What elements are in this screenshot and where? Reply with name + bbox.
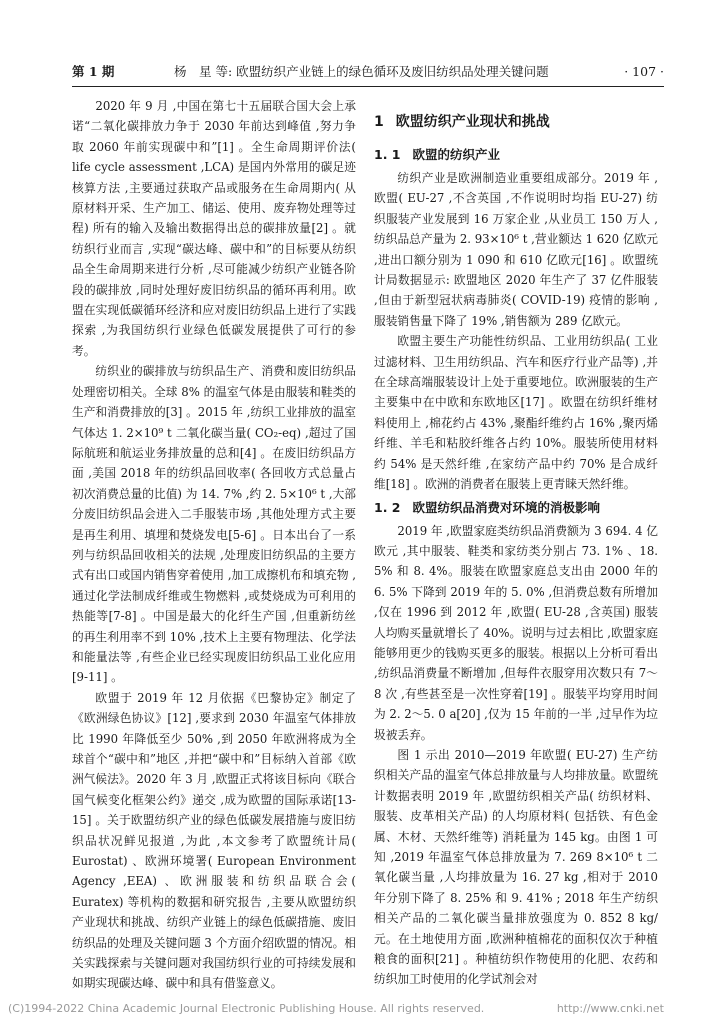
subsection-number: 1. 1 <box>374 147 401 162</box>
paragraph <box>374 331 658 494</box>
paragraph-text: 2019 年 ,欧盟家庭类纺织品消费额为 3 694. 4 亿欧元 ,其中服装、鞋类和家纺类分别占 73. 1% 、18. 5% 和 8. 4%。服装在欧盟家庭总支出由 2000 年的 6. 5% 下降到 2019 年的 5. 0% ,但消费总数有所增加 ,仅在 1996 到 2012 年 ,欧盟( EU-28 ,含英国) 服装人均购买量就增长了 40%。说明与过去相比 ,欧盟家庭能够用更少的钱购买更多的服装。根据以上分析可看出 ,纺织品消费量不断增加 ,但每件衣服穿用次数只有 7～8 次 ,有些甚至是一次性穿着[19] 。服装平均穿用时间为 2. 2～5. 0 a[20] ,仅为 15 年前的一半 ,过早作为垃圾被丢弃。 <box>374 523 658 742</box>
left-column <box>72 96 356 994</box>
section-heading <box>374 110 658 134</box>
subsection-heading <box>374 497 658 519</box>
paragraph <box>374 745 658 990</box>
running-header <box>72 62 664 86</box>
paragraph-text: 欧盟主要生产功能性纺织品、工业用纺织品( 工业过滤材料、卫生用纺织品、汽车和医疗行业产品等) ,并在全球高端服装设计上处于重要地位。欧洲服装的生产主要集中在中欧和东欧地区[17] 。欧盟在纺织纤维材料使用上 ,棉花约占 43% ,聚酯纤维约占 16% ,聚丙烯纤维、羊毛和粘胶纤维各占约 10%。服装所使用材料约 54% 是天然纤维 ,在家纺产品中约 70% 是合成纤维[18] 。欧洲的消费者在服装上更青睐天然纤维。 <box>374 334 658 492</box>
paragraph <box>374 168 658 331</box>
paragraph-text: 纺织产业是欧洲制造业重要组成部分。2019 年 ,欧盟( EU-27 ,不含英国 ,不作说明时均指 EU-27) 纺织服装产业发展到 16 万家企业 ,从业员工 150 万人 ,纺织品总产量为 2. 93×10⁶ t ,营业额达 1 620 亿欧元 ,进出口额分别为 1 090 和 610 亿欧元[16] 。欧盟统计局数据显示: 欧盟地区 2020 年生产了 37 亿件服装 ,但由于新型冠状病毒肺炎( COVID-19) 疫情的影响 ,服装销售量下降了 19% ,销售额为 289 亿欧元。 <box>374 171 658 328</box>
header-rule <box>72 86 664 87</box>
paragraph-text: 2020 年 9 月 ,中国在第七十五届联合国大会上承诺“二氧化碳排放力争于 2030 年前达到峰值 ,努力争取 2060 年前实现碳中和”[1] 。全生命周期评价法( life cycle assessment ,LCA) 是国内外常用的碳足迹核算方法 ,主要通过获取产品或服务在生命周期内( 从原材料开采、生产加工、储运、使用、废弃物处理等过程) 所有的输入及输出数据得出总的碳排放量[2] 。就纺织行业而言 ,实现“碳达峰、碳中和”的目标要从纺织品全生命周期来进行分析 ,尽可能减少纺织产业链各阶段的碳排放 ,同时处理好废旧纺织品的循环再利用。欧盟在实现低碳循环经济和应对废旧纺织品上进行了实践探索 ,为我国纺织行业绿色低碳发展提供了可行的参考。 <box>72 99 356 358</box>
section-title: 欧盟纺织产业现状和挑战 <box>395 114 550 130</box>
paragraph <box>72 361 356 688</box>
paragraph-text: 欧盟于 2019 年 12 月依据《巴黎协定》制定了《欧洲绿色协议》[12] ,要求到 2030 年温室气体排放比 1990 年降低至少 50% ,到 2050 年欧洲将成为全球首个“碳中和”地区 ,并把“碳中和”目标纳入首部《欧洲气候法》。2020 年 3 月 ,欧盟正式将该目标向《联合国气候变化框架公约》递交 ,成为欧盟的国际承诺[13-15] 。关于欧盟纺织产业的绿色低碳发展措施与废旧纺织品状况鲜见报道 ,为此 ,本文参考了欧盟统计局( Eurostat) 、欧洲环境署( European Environment Agency ,EEA) 、欧洲服装和纺织品联合会( Euratex) 等机构的数据和研究报告 ,主要从欧盟纺织产业现状和挑战、纺织产业链上的绿色低碳措施、废旧纺织品的处理及关键问题 3 个方面介绍欧盟的情况。相关实践探索与关键问题对我国纺织行业的可持续发展和如期实现碳达峰、碳中和具有借鉴意义。 <box>72 690 356 991</box>
copyright-notice: (C)1994-2022 China Academic Journal Electronic Publishing House. All rights reserved. <box>8 1002 485 1015</box>
paragraph-text: 图 1 示出 2010—2019 年欧盟( EU-27) 生产纺织相关产品的温室气体总排放量与人均排放量。欧盟统计数据表明 2019 年 ,欧盟纺织相关产品( 纺织材料、服装、皮革相关产品) 的人均原材料( 包括铁、有色金属、木材、天然纤维等) 消耗量为 145 kg。由图 1 可知 ,2019 年温室气体总排放量为 7. 269 8×10⁶ t 二氧化碳当量 ,人均排放量为 16. 27 kg ,相对于 2010 年分别下降了 8. 25% 和 9. 41% ; 2018 年生产纺织相关产品的二氧化碳当量排放强度为 0. 852 8 kg/元。在土地使用方面 ,欧洲种植棉花的面积仅次于种植粮食的面积[21] 。种植纺织作物使用的化肥、农药和纺织加工时使用的化学试剂会对 <box>374 747 658 987</box>
paragraph <box>72 96 356 361</box>
page-number: · 107 · <box>624 64 664 79</box>
issue-label: 第 1 期 <box>72 64 115 79</box>
paragraph-text: 纺织业的碳排放与纺织品生产、消费和废旧纺织品处理密切相关。全球 8% 的温室气体是由服装和鞋类的生产和消费排放的[3] 。2015 年 ,纺织工业排放的温室气体达 1. 2×10⁹ t 二氧化碳当量( CO₂-eq) ,超过了国际航班和航运业务排放量的总和[4] 。在废旧纺织品方面 ,美国 2018 年的纺织品回收率( 各回收方式总量占初次消费总量的比值) 为 14. 7% ,约 2. 5×10⁶ t ,大部分废旧纺织品会进入二手服装市场 ,其他处理方式主要是再生利用、填埋和焚烧发电[5-6] 。日本出台了一系列与纺织品回收相关的法规 ,处理废旧纺织品的主要方式有出口或国内销售穿着使用 ,加工成擦机布和填充物 ,通过化学法制成纤维或生物燃料 ,或焚烧成为可利用的热能等[7-8] 。中国是最大的化纤生产国 ,但重新纺丝的再生利用率不到 10% ,技术上主要有物理法、化学法和能量法等 ,有些企业已经实现废旧纺织品工业化应用[9-11] 。 <box>72 364 356 685</box>
subsection-number: 1. 2 <box>374 499 401 515</box>
running-title: 杨 星 等: 欧盟纺织产业链上的绿色循环及废旧纺织品处理关键问题 <box>174 64 549 79</box>
paragraph <box>72 688 356 994</box>
subsection-title: 欧盟的纺织产业 <box>412 147 501 162</box>
site-url: http://www.cnki.net <box>556 1002 664 1015</box>
subsection-heading <box>374 144 658 166</box>
page-footer <box>0 1000 724 1018</box>
subsection-title: 欧盟纺织品消费对环境的消极影响 <box>412 499 601 515</box>
right-column <box>374 96 658 990</box>
paragraph <box>374 521 658 745</box>
section-number: 1 <box>374 114 384 130</box>
